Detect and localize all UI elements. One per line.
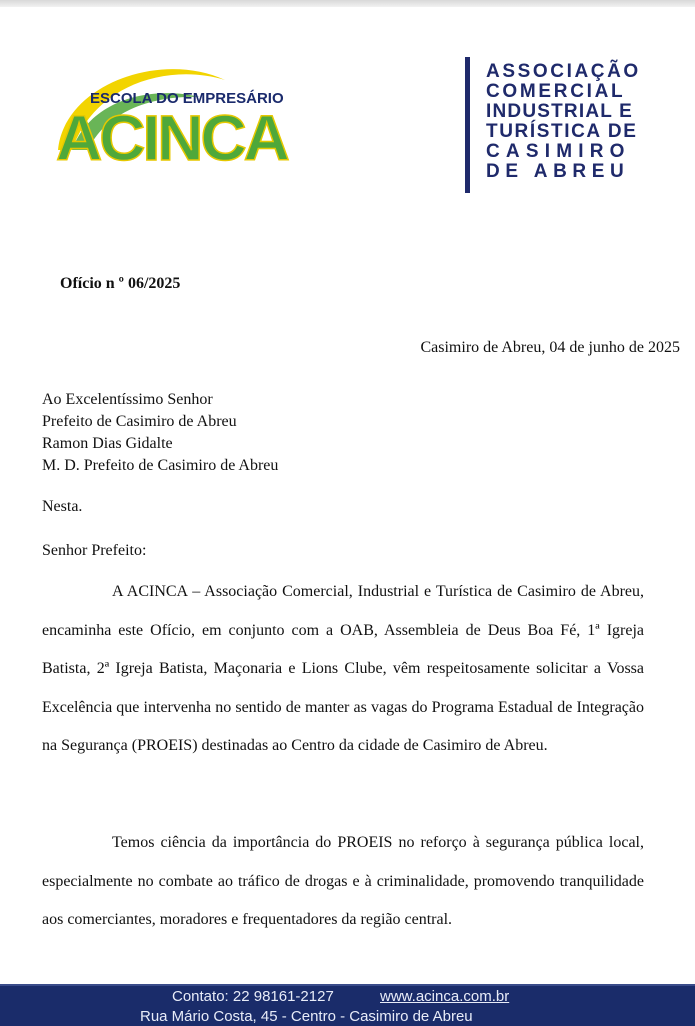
association-name <box>486 62 686 182</box>
footer-contact: Contato: 22 98161-2127 <box>172 988 334 1005</box>
acinca-logo-graphic <box>50 55 310 170</box>
letter-date: Casimiro de Abreu, 04 de junho de 2025 <box>420 339 680 356</box>
logo-top-text: ESCOLA DO EMPRESÁRIO <box>90 90 284 107</box>
divider-bar <box>465 57 470 193</box>
salutation: Senhor Prefeito: <box>42 542 147 559</box>
addressee-line: Ao Excelentíssimo Senhor <box>42 391 213 408</box>
top-edge <box>0 0 695 7</box>
association-line: COMERCIAL <box>486 81 626 102</box>
association-line: DE ABREU <box>486 161 630 182</box>
association-line: CASIMIRO <box>486 141 631 162</box>
association-line: ASSOCIAÇÃO <box>486 61 641 82</box>
addressee-line: Prefeito de Casimiro de Abreu <box>42 413 237 430</box>
addressee-line: Ramon Dias Gidalte <box>42 435 173 452</box>
nesta-line: Nesta. <box>42 498 83 515</box>
association-line: TURÍSTICA DE <box>486 121 638 142</box>
footer-address: Rua Mário Costa, 45 - Centro - Casimiro de Abreu <box>140 1008 473 1025</box>
addressee-block <box>42 389 278 477</box>
oficio-number: Ofício n º 06/2025 <box>60 275 181 292</box>
footer-website-link[interactable]: www.acinca.com.br <box>380 988 510 1005</box>
body-paragraph: Temos ciência da importância do PROEIS no reforço à segurança pública local, especialmente no combate ao tráfico de drogas e à criminalidade, promovendo tranquilidade aos comerciantes, moradores e frequentadores da região central. <box>42 834 644 929</box>
addressee-line: M. D. Prefeito de Casimiro de Abreu <box>42 457 279 474</box>
logo-main-text: ACINCA <box>56 102 287 170</box>
acinca-logo <box>50 55 310 170</box>
body-paragraph: A ACINCA – Associação Comercial, Industrial e Turística de Casimiro de Abreu, encaminha este Ofício, em conjunto com a OAB, Assembleia de Deus Boa Fé, 1ª Igreja Batista, 2ª Igreja Batista, Maçonaria e Lions Clube, vêm respeitosamente solicitar a Vossa Excelência que intervenha no sentido de manter as vagas do Programa Estadual de Integração na Segurança (PROEIS) destinadas ao Centro da cidade de Casimiro de Abreu. <box>42 583 644 755</box>
association-line: INDUSTRIAL E <box>486 101 634 122</box>
